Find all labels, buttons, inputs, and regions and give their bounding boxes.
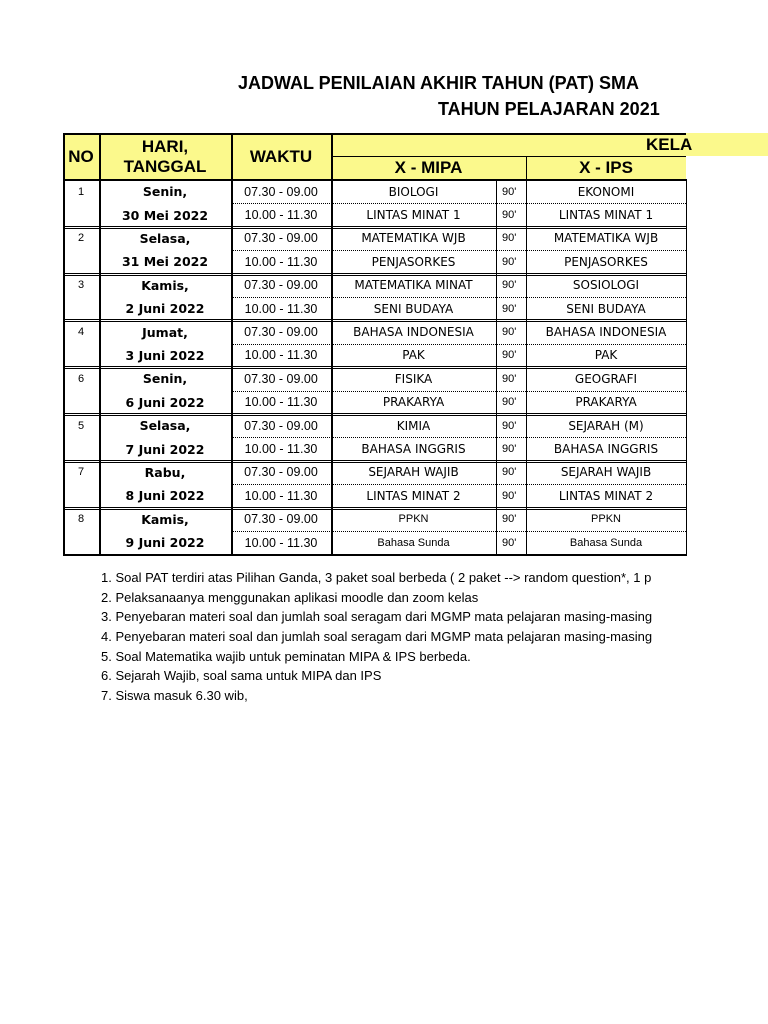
session-time: 07.30 - 09.00 [244,465,318,480]
subject-ips: GEOGRAFI [574,371,638,386]
duration: 90' [502,513,517,526]
subject-mipa: LINTAS MINAT 1 [366,208,461,223]
row-day: Kamis, [141,511,189,527]
header-kelas: KELA [646,134,693,154]
subject-ips: PRAKARYA [575,395,637,410]
subject-ips: BAHASA INGGRIS [553,442,659,457]
duration: 90' [502,489,517,502]
duration: 90' [502,419,517,432]
duration: 90' [502,255,517,268]
subject-mipa: PAK [402,348,425,363]
subject-ips: LINTAS MINAT 1 [558,208,654,223]
row-divider [231,391,686,392]
note-item: 7. Siswa masuk 6.30 wib, [101,688,248,704]
table-rule [526,156,527,556]
row-divider [231,484,686,485]
header-x-mipa: X - MIPA [394,158,463,177]
table-rule [63,179,686,181]
session-time: 07.30 - 09.00 [244,325,318,340]
row-divider [231,437,686,438]
row-day: Rabu, [144,464,186,480]
duration: 90' [502,536,517,549]
subject-mipa: BAHASA INGGRIS [361,442,466,457]
row-number: 8 [77,513,85,526]
duration: 90' [502,466,517,479]
subject-mipa: KIMIA [396,418,431,433]
session-time: 10.00 - 11.30 [244,254,318,269]
session-time: 10.00 - 11.30 [244,301,318,316]
subject-mipa: MATEMATIKA MINAT [354,278,473,293]
subject-mipa: BIOLOGI [388,184,439,199]
row-date: 9 Juni 2022 [125,535,205,551]
row-number: 3 [77,279,85,292]
row-divider [231,250,686,251]
session-time: 07.30 - 09.00 [244,371,318,386]
row-day: Selasa, [139,230,191,246]
subject-ips: LINTAS MINAT 2 [558,488,654,503]
duration: 90' [502,372,517,385]
table-rule [63,133,65,556]
table-rule [231,133,233,556]
subject-mipa: BAHASA INDONESIA [353,325,474,340]
subject-mipa: Bahasa Sunda [377,536,450,549]
subject-ips: SEJARAH WAJIB [560,465,652,480]
subject-mipa: PRAKARYA [382,395,445,410]
header-waktu: WAKTU [249,146,313,166]
row-day: Senin, [142,184,188,200]
row-date: 6 Juni 2022 [125,394,205,410]
duration: 90' [502,302,517,315]
session-time: 07.30 - 09.00 [244,418,318,433]
subject-ips: SEJARAH (M) [568,418,644,433]
note-item: 4. Penyebaran materi soal dan jumlah soal seragam dari MGMP mata pelajaran masing-masing [101,629,653,645]
table-rule [63,554,686,556]
note-item: 3. Penyebaran materi soal dan jumlah soal seragam dari MGMP mata pelajaran masing-masing [101,609,653,625]
session-time: 10.00 - 11.30 [244,488,318,503]
note-item: 6. Sejarah Wajib, soal sama untuk MIPA dan IPS [101,668,382,684]
subject-ips: PPKN [591,513,621,526]
row-divider [231,344,686,345]
session-time: 07.30 - 09.00 [244,278,318,293]
row-date: 3 Juni 2022 [125,347,205,363]
subject-mipa: LINTAS MINAT 2 [366,488,461,503]
subject-ips: SENI BUDAYA [566,301,646,316]
row-day: Senin, [142,371,188,387]
row-number: 1 [77,185,85,198]
notes-list [101,568,652,706]
duration: 90' [502,349,517,362]
header-hari: HARI, [141,136,189,156]
page-subtitle: TAHUN PELAJARAN 2021 [438,99,660,119]
table-rule [63,133,686,135]
table-rule [686,179,687,556]
header-tanggal: TANGGAL [123,156,207,176]
row-number: 5 [77,419,85,432]
subject-ips: Bahasa Sunda [569,536,643,549]
subject-ips: MATEMATIKA WJB [553,231,659,246]
table-rule [99,133,101,556]
row-date: 7 Juni 2022 [125,441,205,457]
duration: 90' [502,279,517,292]
row-divider [231,203,686,204]
note-item: 2. Pelaksanaanya menggunakan aplikasi moodle dan zoom kelas [101,589,479,605]
subject-ips: PENJASORKES [564,254,648,269]
duration: 90' [502,396,517,409]
session-time: 10.00 - 11.30 [244,535,318,550]
row-number: 6 [77,372,85,385]
page-title: JADWAL PENILAIAN AKHIR TAHUN (PAT) SMA [238,73,639,93]
table-rule [331,133,333,556]
session-time: 07.30 - 09.00 [244,231,318,246]
row-number: 7 [77,466,85,479]
duration: 90' [502,326,517,339]
row-divider [231,531,686,532]
subject-ips: EKONOMI [577,184,635,199]
header-hari-tanggal [99,133,231,180]
row-date: 31 Mei 2022 [121,254,209,270]
subject-mipa: SENI BUDAYA [373,301,454,316]
subject-mipa: PPKN [398,513,429,526]
row-number: 2 [77,232,85,245]
subject-mipa: SEJARAH WAJIB [368,465,459,480]
table-rule [331,156,686,157]
row-date: 30 Mei 2022 [121,207,209,223]
subject-mipa: FISIKA [394,371,433,386]
duration: 90' [502,232,517,245]
table-rule [496,180,497,556]
subject-mipa: MATEMATIKA WJB [361,231,466,246]
row-divider [231,297,686,298]
row-date: 2 Juni 2022 [125,301,205,317]
session-time: 07.30 - 09.00 [244,512,318,527]
duration: 90' [502,185,517,198]
note-item: 1. Soal PAT terdiri atas Pilihan Ganda, 3 paket soal berbeda ( 2 paket --> random question*, 1 p [101,570,652,585]
row-date: 8 Juni 2022 [125,488,205,504]
note-item: 5. Soal Matematika wajib untuk peminatan MIPA & IPS berbeda. [101,648,471,664]
header-x-ips: X - IPS [579,158,633,177]
session-time: 10.00 - 11.30 [244,442,318,457]
duration: 90' [502,443,517,456]
session-time: 07.30 - 09.00 [244,184,318,199]
duration: 90' [502,209,517,222]
subject-ips: PAK [594,348,618,363]
subject-ips: BAHASA INDONESIA [545,325,667,340]
row-day: Selasa, [139,418,191,434]
header-no: NO [68,146,94,166]
row-day: Jumat, [142,324,188,340]
row-number: 4 [77,326,85,339]
session-time: 10.00 - 11.30 [244,395,318,410]
subject-mipa: PENJASORKES [371,254,456,269]
session-time: 10.00 - 11.30 [244,348,318,363]
row-day: Kamis, [141,277,189,293]
session-time: 10.00 - 11.30 [244,208,318,223]
subject-ips: SOSIOLOGI [572,278,640,293]
